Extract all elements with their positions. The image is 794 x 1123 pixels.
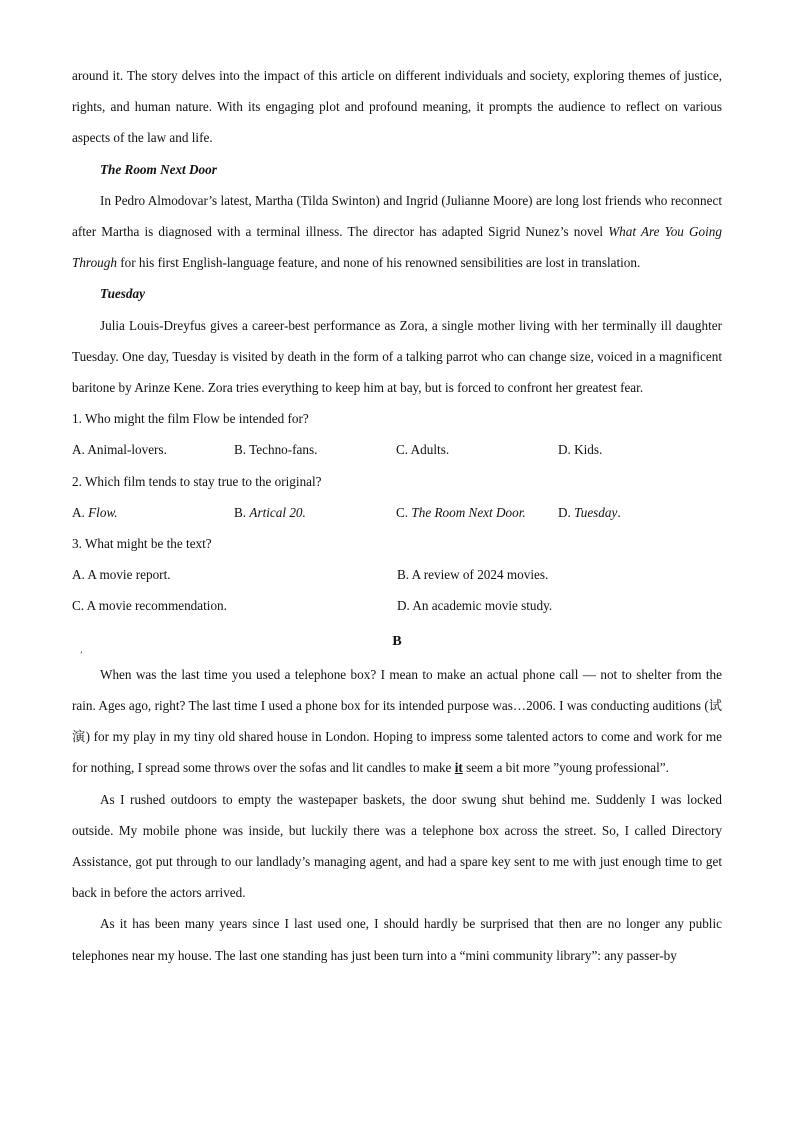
underlined-word-it: it — [454, 760, 463, 776]
article-a-paragraph-intro: around it. The story delves into the impact of this article on different individuals and society, exploring themes of justice, rights, and human nature. With its engaging plot and profound meaning, it prompts the audience to reflect on various aspects of the law and life. — [72, 68, 722, 146]
option-text: Artical 20. — [249, 504, 306, 520]
question-2-options — [72, 497, 722, 528]
option-c: C. A movie recommendation. — [72, 598, 227, 614]
paragraph-text: seem a bit more ”young professional”. — [462, 760, 669, 776]
option-c — [396, 497, 558, 528]
film-description-text: In Pedro Almodovar’s latest, Martha (Tilda Swinton) and Ingrid (Julianne Moore) are long lost friends who reconnect after Martha is diagnosed with a terminal illness. The director has adapted Sigrid Nunez’s novel — [72, 192, 722, 240]
option-d: D. An academic movie study. — [397, 598, 553, 614]
option-letter: D. — [558, 504, 575, 520]
option-letter: C. — [396, 504, 412, 520]
film-title-room-next-door: The Room Next Door — [100, 161, 217, 177]
option-c: C. Adults. — [396, 442, 450, 458]
stray-mark: ’ — [80, 650, 83, 659]
option-period: . — [617, 504, 621, 520]
option-d: D. Kids. — [558, 442, 603, 458]
option-b: B. Techno-fans. — [234, 442, 318, 458]
film-description-text: for his first English-language feature, and none of his renowned sensibilities are lost in translation. — [116, 255, 641, 271]
question-3: 3. What might be the text? — [72, 536, 212, 552]
option-letter: A. — [72, 504, 89, 520]
question-2: 2. Which film tends to stay true to the original? — [72, 473, 322, 489]
option-b — [234, 497, 396, 528]
question-3-options-row-2 — [72, 590, 722, 621]
option-text: Tuesday — [574, 504, 618, 520]
film-title-tuesday: Tuesday — [100, 286, 145, 302]
film-description-room-next-door — [72, 185, 722, 279]
option-letter: B. — [234, 504, 250, 520]
section-b-heading: B — [392, 633, 402, 649]
option-b: B. A review of 2024 movies. — [397, 567, 549, 583]
document-page — [72, 60, 722, 971]
question-1-options — [72, 434, 722, 465]
option-text: The Room Next Door. — [411, 504, 526, 520]
option-a: A. Animal-lovers. — [72, 442, 167, 458]
film-description-tuesday: Julia Louis-Dreyfus gives a career-best performance as Zora, a single mother living with her terminally ill daughter Tuesday. One day, Tuesday is visited by death in the form of a talking parrot who can change size, voiced in a magnificent baritone by Arinze Kene. Zora tries everything to keep him at bay, but is forced to confront her greatest fear. — [72, 317, 722, 396]
option-a — [72, 497, 234, 528]
option-text: Flow. — [88, 504, 118, 520]
article-b-paragraph-1 — [72, 659, 722, 784]
option-a: A. A movie report. — [72, 567, 171, 583]
question-1: 1. Who might the film Flow be intended for? — [72, 411, 309, 427]
novel-title: What Are You Going Through — [72, 224, 722, 271]
article-b-paragraph-2: As I rushed outdoors to empty the wastepaper baskets, the door swung shut behind me. Suddenly I was locked outside. My mobile phone was inside, but luckily there was a telephone box across the street. So, I called Directory Assistance, got put through to our landlady’s managing agent, and had a spare key sent to me with just enough time to get back in before the actors arrived. — [72, 791, 722, 901]
option-d — [558, 497, 621, 528]
article-b-paragraph-3: As it has been many years since I last used one, I should hardly be surprised that then are no longer any public telephones near my house. The last one standing has just been turn into a “mini community library”: any passer-by — [72, 916, 722, 963]
question-3-options-row-1 — [72, 559, 722, 590]
paragraph-text: When was the last time you used a telephone box? I mean to make an actual phone call — not to shelter from the rain. Ages ago, right? The last time I used a phone box for its intended purpose was…2006. I was conducting auditions (试演) for my play in my tiny old shared house in London. Hoping to impress some talented actors to come and work for me for nothing, I spread some throws over the sofas and lit candles to make — [72, 666, 722, 776]
